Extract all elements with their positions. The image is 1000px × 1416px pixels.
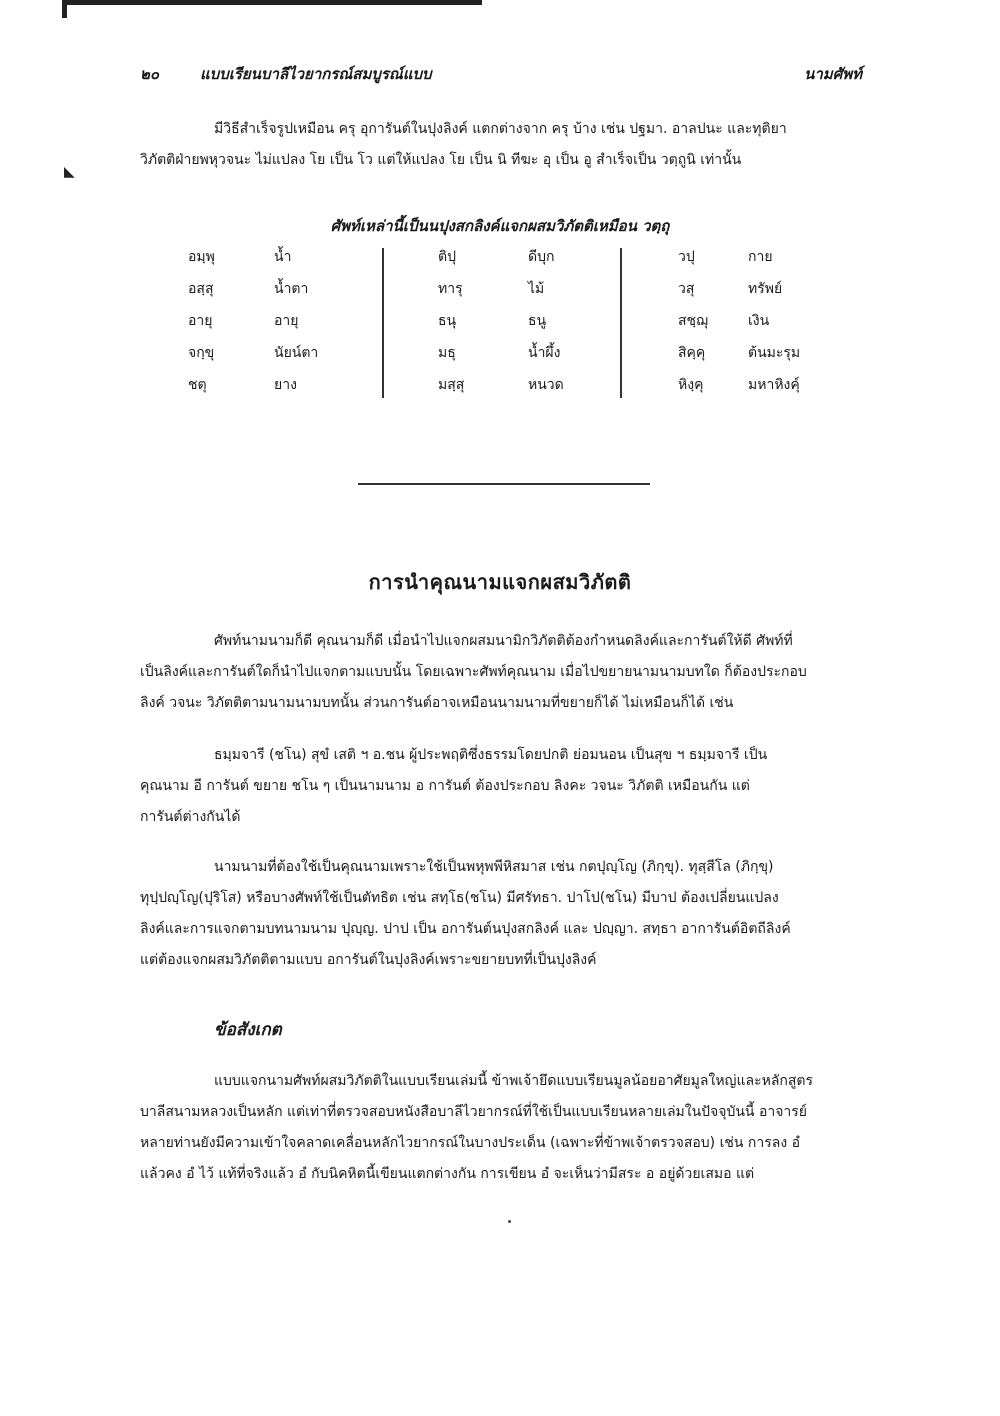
vocab-row xyxy=(188,342,828,372)
intro-line: มีวิธีสำเร็จรูปเหมือน ครุ อุการันต์ในปุงลิงค์ แตกต่างจาก ครุ บ้าง เช่น ปฐมา. อาลปนะ และทุติยา xyxy=(214,121,787,137)
thai-meaning: อายุ xyxy=(274,313,299,329)
intro-paragraph xyxy=(140,114,860,176)
note-line: แล้วคง อํ ไว้ แท้ที่จริงแล้ว อํ กับนิคหิตนี้เขียนแตกต่างกัน การเขียน อํ จะเห็นว่ามีสระ อ อยู่ด้วยเสมอ แต่ xyxy=(140,1166,755,1182)
thai-meaning: น้ำตา xyxy=(274,281,309,297)
thai-meaning: เงิน xyxy=(748,313,770,329)
thai-meaning: ต้นมะรุม xyxy=(748,345,801,361)
body-paragraph-3 xyxy=(140,852,860,976)
thai-meaning: มหาหิงคุ์ xyxy=(748,377,800,393)
scan-left-edge xyxy=(62,0,67,18)
thai-meaning: ยาง xyxy=(274,377,297,393)
note-line: บาลีสนามหลวงเป็นหลัก แต่เท่าที่ตรวจสอบหนังสือบาลีไวยากรณ์ที่ใช้เป็นแบบเรียนหลายเล่มในปัจจุบันนี้ อาจารย์ xyxy=(140,1104,807,1120)
vocab-table-title: ศัพท์เหล่านี้เป็นนปุงสกลิงค์แจกผสมวิภัตติเหมือน วตฺถุ xyxy=(330,217,670,235)
pali-word: ทารุ xyxy=(438,281,463,297)
scan-artifact-mark: ◣ xyxy=(64,164,75,180)
vocab-row xyxy=(188,310,828,340)
thai-meaning: นัยน์ตา xyxy=(274,345,319,361)
thai-meaning: น้ำ xyxy=(274,249,292,265)
body-line: ทุปฺปญฺโญ(ปุริโส) หรือบางศัพท์ใช้เป็นตัทธิต เช่น สทฺโธ(ชโน) มีศรัทธา. ปาโป(ชโน) มีบาป ต้องเปลี่ยนแปลง xyxy=(140,890,779,906)
pali-word: วสุ xyxy=(678,281,695,297)
body-line: เป็นลิงค์และการันต์ใดก็นำไปแจกตามแบบนั้น โดยเฉพาะศัพท์คุณนาม เมื่อไปขยายนามนามบทใด ก็ต้องประกอบ xyxy=(140,664,807,680)
body-line: ศัพท์นามนามก็ดี คุณนามก็ดี เมื่อนำไปแจกผสมนามิกวิภัตติต้องกำหนดลิงค์และการันต์ให้ดี ศัพท์ที่ xyxy=(214,633,793,649)
thai-meaning: กาย xyxy=(748,249,773,265)
body-line: นามนามที่ต้องใช้เป็นคุณนามเพราะใช้เป็นพหุพพีหิสมาส เช่น กตปุญฺโญ (ภิกฺขุ). ทุสฺสีโล (ภิกฺขุ) xyxy=(214,859,774,875)
body-line: คุณนาม อี การันต์ ขยาย ชโน ๆ เป็นนามนาม อ การันต์ ต้องประกอบ ลิงคะ วจนะ วิภัตติ เหมือนกัน แต่ xyxy=(140,778,750,794)
thai-meaning: ธนู xyxy=(528,313,547,329)
thai-meaning: ดีบุก xyxy=(528,249,555,265)
pali-word: มสฺสุ xyxy=(438,377,465,393)
body-paragraph-2 xyxy=(140,740,860,833)
intro-line: วิภัตติฝ่ายพหุวจนะ ไม่แปลง โย เป็น โว แต่ให้แปลง โย เป็น นิ ทีฆะ อุ เป็น อู สำเร็จเป็น วตฺถูนิ เท่านั้น xyxy=(140,152,742,168)
note-paragraph xyxy=(140,1066,860,1190)
scan-speck xyxy=(508,1220,511,1223)
note-line: แบบแจกนามศัพท์ผสมวิภัตติในแบบเรียนเล่มนี้ ข้าพเจ้ายึดแบบเรียนมูลน้อยอาศัยมูลใหญ่และหลักสูตร xyxy=(214,1073,814,1089)
section-title: การนำคุณนามแจกผสมวิภัตติ xyxy=(368,570,632,594)
vocab-row xyxy=(188,246,828,276)
pali-word: วปุ xyxy=(678,249,695,265)
note-heading: ข้อสังเกต xyxy=(214,1020,282,1040)
pali-word: หิงฺคุ xyxy=(678,377,704,393)
pali-word: จกฺขุ xyxy=(188,345,215,361)
page-header xyxy=(140,62,862,88)
body-line: ธมฺมจารี (ชโน) สุขํ เสติ ฯ อ.ชน ผู้ประพฤติซึ่งธรรมโดยปกติ ย่อมนอน เป็นสุข ฯ ธมฺมจารี เป็น xyxy=(214,747,768,763)
body-line: ลิงค์ วจนะ วิภัตติตามนามนามบทนั้น ส่วนการันต์อาจเหมือนนามนามที่ขยายก็ได้ ไม่เหมือนก็ได้ เช่น xyxy=(140,695,734,711)
vocab-row xyxy=(188,374,828,404)
thai-meaning: ไม้ xyxy=(528,281,545,297)
vocab-row xyxy=(188,278,828,308)
vocab-table xyxy=(188,242,828,402)
pali-word: มธุ xyxy=(438,345,456,361)
body-line: ลิงค์และการแจกตามบทนามนาม ปุญฺญ. ปาป เป็น อการันต์นปุงสกลิงค์ และ ปญฺญา. สทฺธา อาการันต์อิตถีลิงค์ xyxy=(140,921,791,937)
note-line: หลายท่านยังมีความเข้าใจคลาดเคลื่อนหลักไวยากรณ์ในบางประเด็น (เฉพาะที่ข้าพเจ้าตรวจสอบ) เช่น การลง อํ xyxy=(140,1135,801,1151)
thai-meaning: หนวด xyxy=(528,377,564,393)
thai-meaning: น้ำผึ้ง xyxy=(528,345,561,361)
thai-meaning: ทรัพย์ xyxy=(748,281,783,297)
running-title: แบบเรียนบาลีไวยากรณ์สมบูรณ์แบบ xyxy=(200,65,432,83)
pali-word: ติปุ xyxy=(438,249,456,265)
chapter-name: นามศัพท์ xyxy=(804,65,862,83)
body-line: การันต์ต่างกันได้ xyxy=(140,809,241,825)
body-paragraph-1 xyxy=(140,626,860,719)
pali-word: อายุ xyxy=(188,313,213,329)
section-divider xyxy=(358,483,650,485)
pali-word: อสฺสุ xyxy=(188,281,214,297)
pali-word: ชตุ xyxy=(188,377,207,393)
page-number: ๒๐ xyxy=(140,65,160,83)
pali-word: สชฺฌุ xyxy=(678,313,709,329)
scan-top-border xyxy=(62,0,482,5)
body-line: แต่ต้องแจกผสมวิภัตติตามแบบ อการันต์ในปุงลิงค์เพราะขยายบทที่เป็นปุงลิงค์ xyxy=(140,952,597,968)
pali-word: อมฺพุ xyxy=(188,249,215,265)
pali-word: ธนุ xyxy=(438,313,457,329)
pali-word: สิคฺคุ xyxy=(678,345,706,361)
